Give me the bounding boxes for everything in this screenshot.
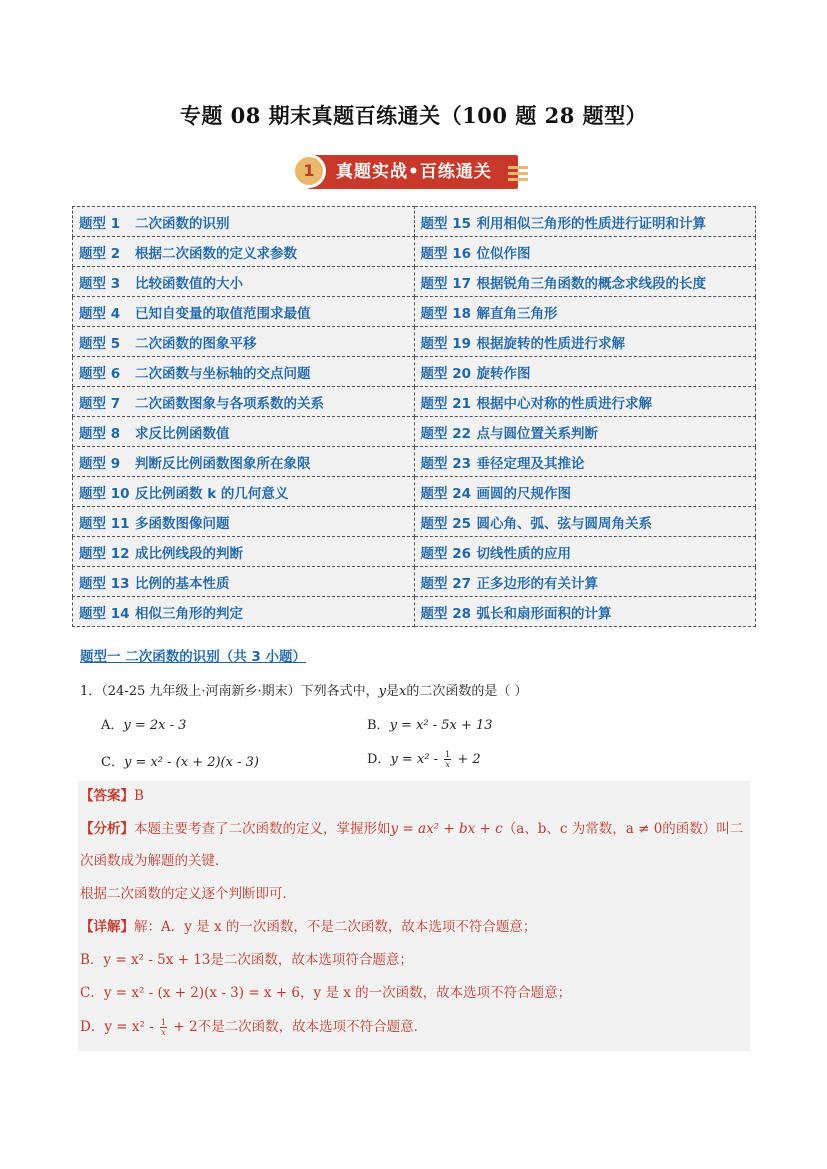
topic-title: 成比例线段的判断 (135, 545, 243, 562)
question-number: 1． (80, 684, 102, 699)
option-d-expr-before: y = x² - (390, 752, 443, 767)
topic-title: 相似三角形的判定 (135, 605, 243, 622)
table-row (73, 477, 756, 507)
table-row (73, 357, 756, 387)
topic-title: 已知自变量的取值范围求最值 (135, 305, 311, 322)
option-a-expr: y = 2x - 3 (123, 718, 187, 733)
analysis-tag: 【分析】 (80, 821, 134, 837)
topic-cell-right (414, 327, 756, 357)
topic-title: 二次函数图象与各项系数的关系 (135, 395, 324, 412)
topic-title: 点与圆位置关系判断 (476, 425, 598, 442)
topic-number: 题型 17 (420, 275, 471, 292)
detail-line-a: 【详解】解：A．y 是 x 的一次函数，不是二次函数，故本选项不符合题意； (80, 919, 537, 935)
topic-cell-right (414, 507, 756, 537)
page-title: 专题 08 期末真题百练通关（100 题 28 题型） (179, 103, 648, 128)
topic-number: 题型 9 (79, 455, 121, 472)
topic-title: 判断反比例函数图象所在象限 (135, 455, 311, 472)
topic-number: 题型 18 (420, 305, 471, 322)
topic-cell-right (414, 597, 756, 627)
topic-title: 根据二次函数的定义求参数 (135, 245, 297, 262)
topic-cell-left (73, 447, 415, 477)
topic-number: 题型 16 (420, 245, 471, 262)
topic-title: 垂径定理及其推论 (476, 455, 585, 472)
table-row (73, 297, 756, 327)
topic-number: 题型 8 (79, 425, 121, 442)
topic-number: 题型 5 (79, 335, 121, 352)
option-c (101, 751, 259, 770)
topic-cell-right (414, 297, 756, 327)
topic-cell-right (414, 537, 756, 567)
topic-number: 题型 10 (79, 485, 130, 502)
topic-number: 题型 11 (79, 515, 130, 532)
topic-cell-left (73, 597, 415, 627)
topic-title: 位似作图 (476, 245, 531, 262)
banner-number-badge: 1 (292, 154, 326, 188)
topic-cell-left (73, 357, 415, 387)
topic-cell-right (414, 207, 756, 237)
topic-number: 题型 13 (79, 575, 130, 592)
topic-number: 题型 14 (79, 605, 130, 622)
topic-title: 弧长和扇形面积的计算 (476, 605, 612, 622)
topic-cell-right (414, 237, 756, 267)
topic-cell-left (73, 477, 415, 507)
topic-title: 圆心角、弧、弦与圆周角关系 (476, 515, 652, 532)
option-d-expr-after: + 2 (453, 752, 481, 767)
topic-title: 切线性质的应用 (476, 545, 571, 562)
topic-cell-left (73, 387, 415, 417)
analysis-formula: y = ax² + bx + c (390, 821, 503, 837)
table-row (73, 417, 756, 447)
topic-number: 题型 26 (420, 545, 471, 562)
topic-number: 题型 2 (79, 245, 121, 262)
analysis-line-2: 次函数成为解题的关键． (80, 853, 229, 869)
topic-title: 正多边形的有关计算 (476, 575, 598, 592)
option-a (101, 714, 186, 733)
table-row (73, 537, 756, 567)
option-b (367, 714, 493, 733)
topic-title: 多函数图像问题 (135, 515, 230, 532)
table-row (73, 207, 756, 237)
topic-number: 题型 7 (79, 395, 121, 412)
topic-cell-right (414, 357, 756, 387)
topic-number: 题型 28 (420, 605, 471, 622)
topic-number: 题型 1 (79, 215, 121, 232)
topic-number: 题型 20 (420, 365, 471, 382)
topic-title: 比较函数值的大小 (135, 275, 243, 292)
topic-title: 解直角三角形 (476, 305, 558, 322)
topic-title: 旋转作图 (476, 365, 531, 382)
topic-number: 题型 23 (420, 455, 471, 472)
topic-cell-right (414, 417, 756, 447)
question-stem-part-a: 下列各式中， (300, 684, 379, 699)
topic-cell-left (73, 567, 415, 597)
table-row (73, 327, 756, 357)
topic-number: 题型 25 (420, 515, 471, 532)
topic-title: 画圆的尺规作图 (476, 485, 571, 502)
topic-title: 二次函数的识别 (135, 215, 230, 232)
banner-stripes-icon (508, 166, 528, 186)
topic-cell-left (73, 537, 415, 567)
option-d-fraction: $\frac{1}{x}$ (445, 750, 451, 769)
option-d (367, 748, 481, 769)
table-row (73, 387, 756, 417)
topic-cell-left (73, 327, 415, 357)
topic-cell-right (414, 387, 756, 417)
topic-title: 二次函数与坐标轴的交点问题 (135, 365, 311, 382)
option-b-expr: y = x² - 5x + 13 (389, 718, 493, 733)
topic-cell-right (414, 267, 756, 297)
topic-number: 题型 24 (420, 485, 471, 502)
topic-cell-left (73, 507, 415, 537)
topic-cell-left (73, 297, 415, 327)
question-stem (80, 680, 528, 699)
topic-title: 利用相似三角形的性质进行证明和计算 (476, 215, 706, 232)
topic-cell-left (73, 417, 415, 447)
detail-line-d: D．y = x² - $\frac{1}{x}$ + 2不是二次函数，故本选项不符合题意． (80, 1018, 428, 1037)
topic-number: 题型 4 (79, 305, 121, 322)
table-row (73, 597, 756, 627)
answer-value: B (134, 788, 144, 804)
analysis-line-3: 根据二次函数的定义逐个判断即可． (80, 886, 296, 902)
banner-label: 真题实战•百练通关 (336, 162, 492, 182)
detail-tag: 【详解】 (80, 919, 134, 935)
topic-table (72, 206, 756, 627)
answer-line (80, 785, 748, 807)
detail-d-fraction: $\frac{1}{x}$ (161, 1018, 167, 1037)
topic-title: 比例的基本性质 (135, 575, 230, 592)
topic-number: 题型 3 (79, 275, 121, 292)
question-stem-part-b: 是 (386, 684, 400, 699)
option-c-label: C． (101, 755, 124, 770)
section-heading: 题型一 二次函数的识别（共 3 小题） (80, 649, 306, 665)
answer-tag: 【答案】 (80, 788, 134, 804)
topic-number: 题型 27 (420, 575, 471, 592)
topic-title: 二次函数的图象平移 (135, 335, 257, 352)
option-b-label: B． (367, 718, 390, 733)
topic-number: 题型 22 (420, 425, 471, 442)
topic-cell-right (414, 477, 756, 507)
topic-title: 根据锐角三角函数的概念求线段的长度 (476, 275, 706, 292)
topic-title: 根据中心对称的性质进行求解 (476, 395, 652, 412)
detail-line-c: C．y = x² - (x + 2)(x - 3) = x + 6，y 是 x 的一次函数，故本选项不符合题意； (80, 985, 572, 1001)
question-var-y: y (378, 684, 387, 699)
topic-cell-right (414, 447, 756, 477)
question-stem-part-c: 的二次函数的是（ ） (406, 684, 528, 699)
topic-cell-left (73, 237, 415, 267)
question-source: （24-25 九年级上·河南新乡·期末） (101, 684, 301, 699)
topic-title: 求反比例函数值 (135, 425, 230, 442)
table-row (73, 237, 756, 267)
option-c-expr: y = x² - (x + 2)(x - 3) (123, 755, 259, 770)
topic-number: 题型 21 (420, 395, 471, 412)
topic-cell-left (73, 267, 415, 297)
topic-cell-left (73, 207, 415, 237)
table-row (73, 447, 756, 477)
option-d-label: D． (367, 752, 391, 767)
topic-number: 题型 12 (79, 545, 130, 562)
table-row (73, 567, 756, 597)
detail-line-b: B．y = x² - 5x + 13是二次函数，故本选项符合题意； (80, 952, 413, 968)
section-banner (292, 151, 537, 193)
topic-number: 题型 19 (420, 335, 471, 352)
analysis-line-1: 【分析】本题主要考查了二次函数的定义，掌握形如y = ax² + bx + c（a、b、c 为常数，a ≠ 0的函数）叫二 (80, 821, 744, 837)
topic-cell-right (414, 567, 756, 597)
option-a-label: A． (101, 718, 124, 733)
topic-title: 反比例函数 k 的几何意义 (135, 485, 289, 502)
topic-number: 题型 6 (79, 365, 121, 382)
topic-title: 根据旋转的性质进行求解 (476, 335, 625, 352)
question-var-x: x (399, 684, 407, 699)
table-row (73, 267, 756, 297)
topic-number: 题型 15 (420, 215, 471, 232)
table-row (73, 507, 756, 537)
